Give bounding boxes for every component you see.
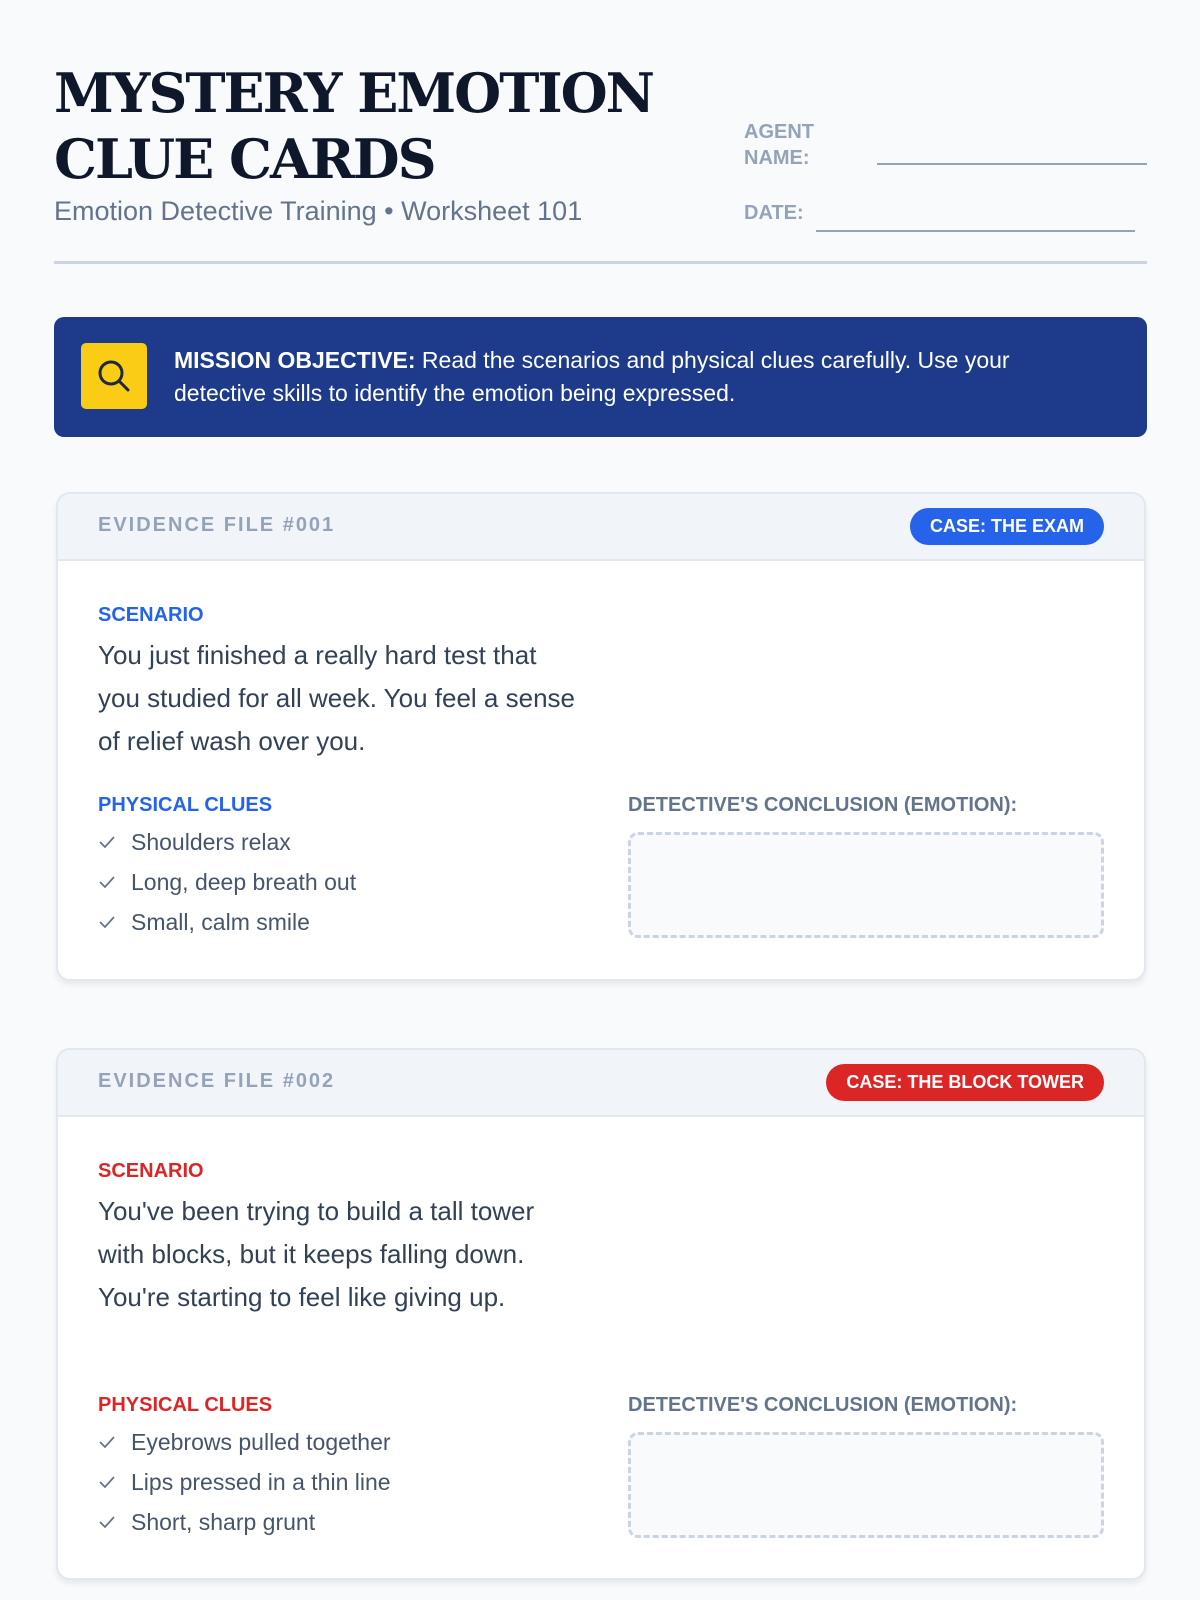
check-icon: [98, 913, 116, 931]
scenario-text: You've been trying to build a tall tower with blocks, but it keeps falling down. You're starting to feel like giving up.: [98, 1196, 535, 1312]
scenario-label: SCENARIO: [98, 604, 204, 626]
mission-label: MISSION OBJECTIVE:: [174, 347, 416, 373]
check-icon: [98, 1513, 116, 1531]
clue-text: Short, sharp grunt: [131, 1509, 316, 1535]
agent-label-line-2: NAME:: [744, 147, 810, 169]
date-label: DATE:: [744, 202, 804, 224]
case-badge: CASE: THE BLOCK TOWER: [826, 1064, 1104, 1101]
card-header: [58, 494, 1144, 561]
agent-name-label: [744, 119, 814, 171]
check-icon: [98, 873, 116, 891]
card-header: [58, 1050, 1144, 1117]
title-line-1: MYSTERY EMOTION: [54, 61, 654, 125]
clue-text: Long, deep breath out: [131, 869, 357, 895]
agent-name-field[interactable]: [877, 163, 1147, 165]
mission-description: Read the scenarios and physical clues carefully. Use your detective skills to identify the emotion being expressed.: [174, 347, 1010, 406]
clue-text: Eyebrows pulled together: [131, 1429, 391, 1455]
clues-list: [98, 822, 356, 942]
page-title: [54, 60, 653, 192]
evidence-card-001: [56, 492, 1146, 981]
worksheet-header: [54, 56, 1147, 264]
evidence-card-002: [56, 1048, 1146, 1580]
scenario-text: You just finished a really hard test that you studied for all week. You feel a sense of relief wash over you.: [98, 640, 575, 756]
mission-text: [174, 344, 1104, 410]
physical-clues-label: PHYSICAL CLUES: [98, 794, 273, 816]
clues-list: [98, 1422, 391, 1542]
check-icon: [98, 1433, 116, 1451]
physical-clues-label: PHYSICAL CLUES: [98, 1394, 273, 1416]
clue-item: [98, 1502, 391, 1542]
agent-label-line-1: AGENT: [744, 121, 814, 143]
conclusion-answer-box[interactable]: [628, 832, 1104, 938]
clue-text: Shoulders relax: [131, 829, 291, 855]
conclusion-answer-box[interactable]: [628, 1432, 1104, 1538]
clue-item: [98, 902, 356, 942]
check-icon: [98, 1473, 116, 1491]
clue-text: Lips pressed in a thin line: [131, 1469, 391, 1495]
search-icon: [81, 343, 147, 409]
clue-item: [98, 862, 356, 902]
title-line-2: CLUE CARDS: [54, 127, 435, 191]
evidence-file-id: EVIDENCE FILE #002: [98, 1070, 336, 1092]
clue-text: Small, calm smile: [131, 909, 310, 935]
mission-banner: [54, 317, 1147, 437]
evidence-file-id: EVIDENCE FILE #001: [98, 514, 336, 536]
check-icon: [98, 833, 116, 851]
scenario-label: SCENARIO: [98, 1160, 204, 1182]
date-field[interactable]: [816, 230, 1135, 232]
clue-item: [98, 1422, 391, 1462]
clue-item: [98, 822, 356, 862]
conclusion-label: DETECTIVE'S CONCLUSION (EMOTION):: [628, 794, 1018, 816]
clue-item: [98, 1462, 391, 1502]
case-badge: CASE: THE EXAM: [910, 508, 1104, 545]
conclusion-label: DETECTIVE'S CONCLUSION (EMOTION):: [628, 1394, 1018, 1416]
page-subtitle: Emotion Detective Training • Worksheet 101: [54, 196, 583, 226]
